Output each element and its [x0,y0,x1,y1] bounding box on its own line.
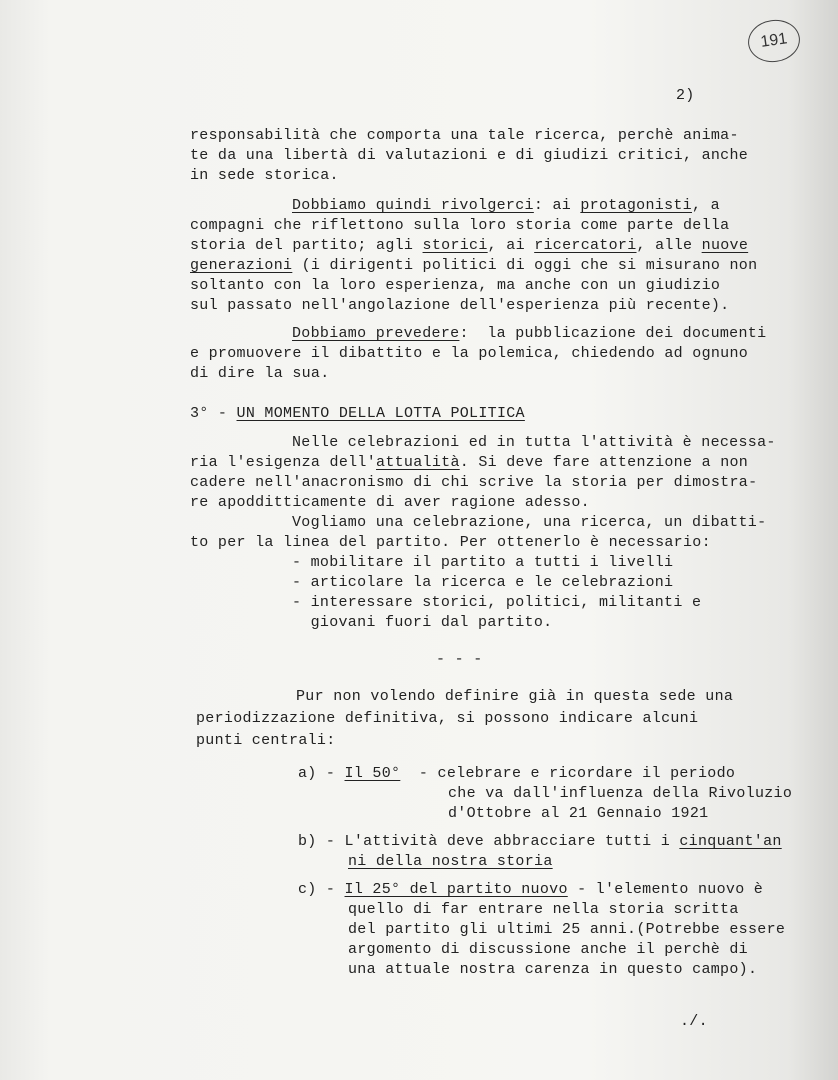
intro-line-1: Pur non volendo definire già in questa sede una [296,688,734,705]
point-a-line-3: d'Ottobre al 21 Gennaio 1921 [448,805,709,822]
point-b-line-2: ni della nostra storia [348,853,553,870]
paragraph-1-line-3: in sede storica. [190,167,339,184]
paragraph-2-line-4: generazioni (i dirigenti politici di oggi che si misurano non [190,257,758,274]
paragraph-2-line-2: compagni che riflettono sulla loro storia come parte della [190,217,730,234]
paragraph-2-line-5: soltanto con la loro esperienza, ma anche con un giudizio [190,277,721,294]
point-a-line-1: a) - Il 50° - celebrare e ricordare il periodo [298,765,736,782]
paragraph-1-line-2: te da una libertà di valutazioni e di giudizi critici, anche [190,147,749,164]
point-c-line-4: argomento di discussione anche il perchè di [348,941,748,958]
separator: - - - [436,651,483,668]
nuove-term: nuove [701,237,749,254]
section-3-p1-line-4: re apodditticamente di aver ragione adesso. [190,494,590,511]
intro-line-2: periodizzazione definitiva, si possono indicare alcuni [196,710,699,727]
protagonisti-term: protagonisti [580,197,692,214]
section-3-number: 3° - [190,405,237,422]
archive-stamp-number: 191 [759,30,789,51]
paragraph-3-line-2: e promuovere il dibattito e la polemica, chiedendo ad ognuno [190,345,749,362]
point-c-line-5: una attuale nostra carenza in questo campo). [348,961,758,978]
section-3-title: UN MOMENTO DELLA LOTTA POLITICA [236,405,525,422]
cinquantanni-term: cinquant'an [679,833,782,850]
intro-line-3: punti centrali: [196,732,336,749]
list-item: - mobilitare il partito a tutti i livelli [292,554,674,571]
point-c-line-2: quello di far entrare nella storia scritta [348,901,739,918]
point-a-line-2: che va dall'influenza della Rivoluzio [448,785,793,802]
ricercatori-term: ricercatori [534,237,637,254]
section-3-p1-line-1: Nelle celebrazioni ed in tutta l'attività è necessa- [292,434,776,451]
point-a-title: Il 50° [344,765,401,782]
list-item: giovani fuori dal partito. [292,614,553,631]
paragraph-3-line-3: di dire la sua. [190,365,330,382]
rivolgerci-phrase: Dobbiamo quindi rivolgerci [292,197,534,214]
paragraph-2-line-3: storia del partito; agli storici, ai ricercatori, alle nuove [190,237,749,254]
continuation-mark: ./. [680,1013,708,1030]
point-c-line-1: c) - Il 25° del partito nuovo - l'elemento nuovo è [298,881,764,898]
point-c-line-3: del partito gli ultimi 25 anni.(Potrebbe essere [348,921,786,938]
attualita-term: attualità [376,454,460,471]
point-b-line-1: b) - L'attività deve abbracciare tutti i cinquant'an [298,833,782,850]
paragraph-2-line-6: sul passato nell'angolazione dell'esperienza più recente). [190,297,730,314]
archive-stamp [745,17,802,66]
section-3-p2-line-2: to per la linea del partito. Per ottenerlo è necessario: [190,534,711,551]
paragraph-2-line-1: Dobbiamo quindi rivolgerci: ai protagonisti, a [292,197,720,214]
list-item: - articolare la ricerca e le celebrazioni [292,574,674,591]
paragraph-1-line-1: responsabilità che comporta una tale ricerca, perchè anima- [190,127,739,144]
section-3-p1-line-2: ria l'esigenza dell'attualità. Si deve fare attenzione a non [190,454,749,471]
point-c-title: Il 25° del partito nuovo [344,881,568,898]
section-3-heading [190,404,525,424]
page-number: 2) [676,87,695,104]
paragraph-3-line-1: Dobbiamo prevedere: la pubblicazione dei documenti [292,325,767,342]
prevedere-phrase: Dobbiamo prevedere [292,325,460,342]
list-item: - interessare storici, politici, militanti e [292,594,702,611]
generazioni-term: generazioni [190,257,293,274]
section-3-p1-line-3: cadere nell'anacronismo di chi scrive la storia per dimostra- [190,474,758,491]
section-3-p2-line-1: Vogliamo una celebrazione, una ricerca, un dibatti- [292,514,767,531]
storici-term: storici [422,237,488,254]
